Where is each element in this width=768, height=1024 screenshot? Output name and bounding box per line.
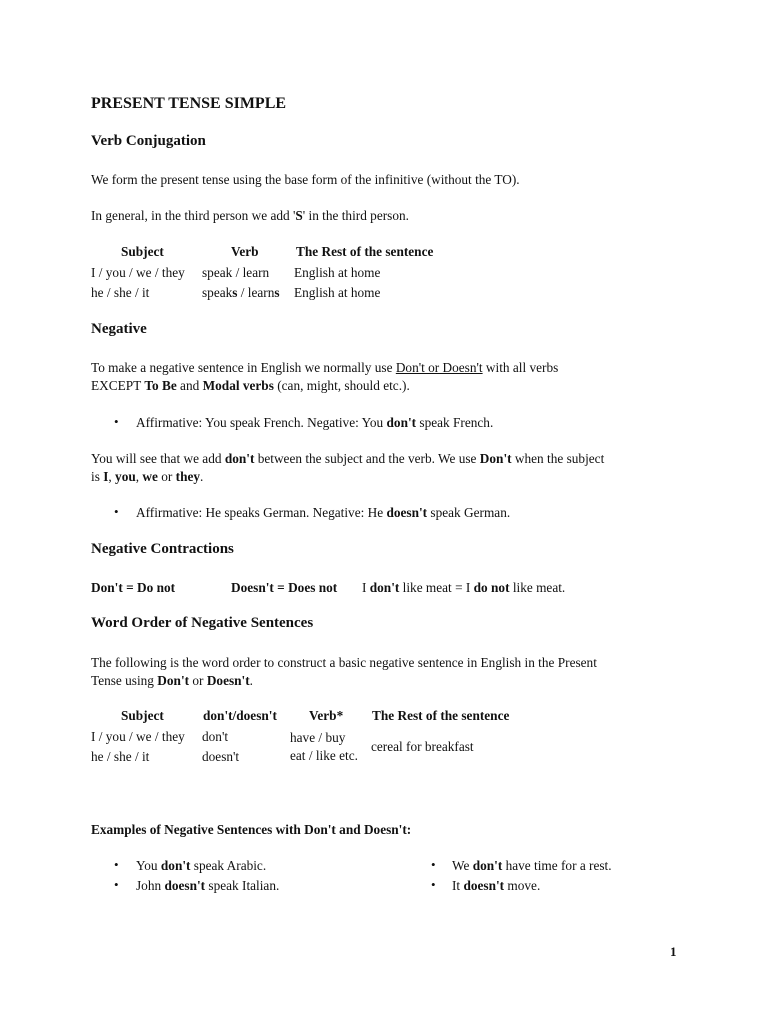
paragraph-negative-line2: EXCEPT To Be and Modal verbs (can, might, should etc.). — [91, 378, 410, 393]
paragraph-dont-line2: is I, you, we or they. — [91, 469, 204, 484]
table-header-rest: The Rest of the sentence — [372, 708, 510, 723]
table-cell-verb: have / buy — [290, 730, 346, 745]
bullet-icon: • — [114, 414, 119, 429]
heading-negative-contractions: Negative Contractions — [91, 541, 234, 557]
table-header-subject: Subject — [121, 708, 164, 723]
example-item: We don't have time for a rest. — [452, 858, 612, 873]
table-header-rest: The Rest of the sentence — [296, 244, 434, 259]
heading-examples: Examples of Negative Sentences with Don't and Doesn't: — [91, 822, 412, 837]
example-item: You don't speak Arabic. — [136, 858, 267, 873]
bullet-icon: • — [114, 504, 119, 519]
table-cell-auxiliary: don't — [202, 729, 229, 744]
paragraph-word-order-line2: Tense using Don't or Doesn't. — [91, 673, 253, 688]
table-header-verb: Verb* — [309, 708, 344, 723]
paragraph-negative-line1: To make a negative sentence in English we normally use Don't or Doesn't with all verbs — [91, 360, 559, 375]
table-cell-rest: English at home — [294, 285, 381, 300]
paragraph-base-form: We form the present tense using the base form of the infinitive (without the TO). — [91, 172, 520, 187]
list-item-affirmative-french: Affirmative: You speak French. Negative: You don't speak French. — [136, 415, 494, 430]
table-cell-verb: speak / learn — [202, 265, 270, 280]
heading-word-order: Word Order of Negative Sentences — [91, 615, 314, 631]
table-cell-subject: he / she / it — [91, 285, 150, 300]
contraction-doesnt: Doesn't = Does not — [231, 580, 338, 595]
bullet-icon: • — [114, 857, 119, 872]
example-item: It doesn't move. — [452, 878, 541, 893]
table-cell-subject: I / you / we / they — [91, 729, 185, 744]
list-item-affirmative-german: Affirmative: He speaks German. Negative: He doesn't speak German. — [136, 505, 511, 520]
example-item: John doesn't speak Italian. — [136, 878, 280, 893]
table-cell-auxiliary: doesn't — [202, 749, 240, 764]
table-cell-verb: speaks / learns — [202, 285, 280, 300]
contraction-example: I don't like meat = I do not like meat. — [362, 580, 566, 595]
contraction-dont: Don't = Do not — [91, 580, 176, 595]
page-number: 1 — [670, 944, 677, 959]
table-cell-subject: he / she / it — [91, 749, 150, 764]
page-title: PRESENT TENSE SIMPLE — [91, 95, 287, 112]
paragraph-word-order-line1: The following is the word order to construct a basic negative sentence in English in the Present — [91, 655, 597, 670]
table-cell-rest: cereal for breakfast — [371, 739, 474, 754]
bullet-icon: • — [114, 877, 119, 892]
table-header-auxiliary: don't/doesn't — [203, 708, 277, 723]
bullet-icon: • — [431, 877, 436, 892]
paragraph-dont-line1: You will see that we add don't between the subject and the verb. We use Don't when the subject — [91, 451, 605, 466]
heading-verb-conjugation: Verb Conjugation — [91, 133, 206, 149]
heading-negative: Negative — [91, 321, 147, 337]
table-header-subject: Subject — [121, 244, 164, 259]
table-cell-verb: eat / like etc. — [290, 748, 358, 763]
table-cell-rest: English at home — [294, 265, 381, 280]
table-cell-subject: I / you / we / they — [91, 265, 185, 280]
paragraph-third-person: In general, in the third person we add 'S' in the third person. — [91, 208, 409, 223]
table-header-verb: Verb — [231, 244, 259, 259]
bullet-icon: • — [431, 857, 436, 872]
